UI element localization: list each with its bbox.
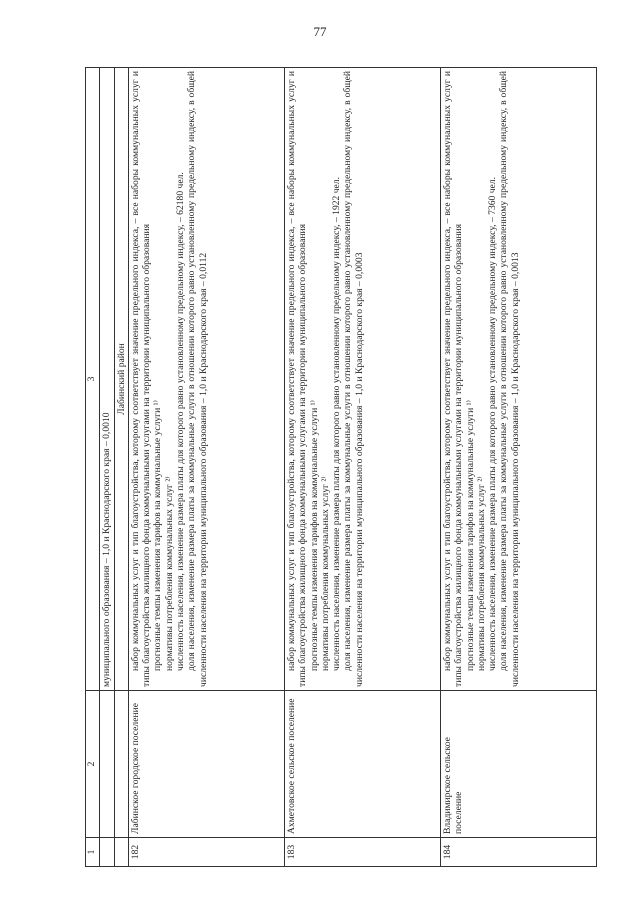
row-details	[284, 68, 440, 691]
page-number: 77	[313, 24, 327, 39]
rotated-table-container	[85, 67, 597, 867]
row-details	[128, 68, 284, 691]
header-row	[86, 68, 100, 867]
detail-line: прогнозные темпы изменения тарифов на коммунальные услуги ¹⁾	[308, 400, 320, 671]
detail-line: численность населения, изменение размера платы для которого равно установленному предельному индексу, – 7360 чел.	[487, 177, 499, 671]
row-number: 184	[440, 838, 596, 867]
data-table	[85, 67, 597, 867]
detail-line: набор коммунальных услуг и тип благоустройства, которому соответствует значение предельного индекса, – все наборы коммунальных услуг и типы благоустройства жилищного фонда коммунальными услугами на территории муниципального образования	[129, 71, 153, 687]
continuation-text: муниципального образования – 1,0 и Краснодарского края – 0,0010	[100, 68, 114, 691]
detail-line: прогнозные темпы изменения тарифов на коммунальные услуги ¹⁾	[464, 400, 476, 671]
row-number: 183	[284, 838, 440, 867]
settlement-name: Ахметовское сельское поселение	[284, 691, 440, 838]
header-col-1: 1	[86, 838, 100, 867]
continuation-row	[100, 68, 114, 867]
detail-line: доля населения, изменение размера платы за коммунальные услуги в отношении которого равно установленному предельному индексу, в общей численности населения на территории муниципального образования – 1,0 и Краснодарского края – 0,0013	[498, 71, 521, 687]
table-row	[440, 68, 596, 867]
row-number: 182	[128, 838, 284, 867]
detail-line: нормативы потребления коммунальных услуг ²⁾	[163, 476, 175, 671]
detail-line: набор коммунальных услуг и тип благоустройства, которому соответствует значение предельного индекса, – все наборы коммунальных услуг и типы благоустройства жилищного фонда коммунальными услугами на территории муниципального образования	[441, 71, 465, 687]
table-row	[284, 68, 440, 867]
section-row	[114, 68, 128, 867]
row-details	[440, 68, 596, 691]
detail-line: прогнозные темпы изменения тарифов на коммунальные услуги ¹⁾	[152, 400, 164, 671]
detail-line: набор коммунальных услуг и тип благоустройства, которому соответствует значение предельного индекса, – все наборы коммунальных услуг и типы благоустройства жилищного фонда коммунальными услугами на территории муниципального образования	[285, 71, 309, 687]
settlement-name: Лабинское городское поселение	[128, 691, 284, 838]
table-row	[128, 68, 284, 867]
detail-line: нормативы потребления коммунальных услуг ²⁾	[475, 476, 487, 671]
header-col-3: 3	[86, 68, 100, 691]
settlement-name: Владимирское сельское поселение	[440, 691, 596, 838]
detail-line: доля населения, изменение размера платы за коммунальные услуги в отношении которого равно установленному предельному индексу, в общей численности населения на территории муниципального образования – 1,0 и Краснодарского края – 0,0112	[186, 71, 209, 687]
detail-line: численность населения, изменение размера платы для которого равно установленному предельному индексу, – 62180 чел.	[175, 172, 187, 671]
detail-line: доля населения, изменение размера платы за коммунальные услуги в отношении которого равно установленному предельному индексу, в общей численности населения на территории муниципального образования – 1,0 и Краснодарского края – 0,0003	[342, 71, 365, 687]
detail-line: численность населения, изменение размера платы для которого равно установленному предельному индексу, – 1922 чел.	[331, 177, 343, 671]
header-col-2: 2	[86, 691, 100, 838]
section-title: Лабинский район	[114, 68, 128, 691]
detail-line: нормативы потребления коммунальных услуг ²⁾	[319, 476, 331, 671]
